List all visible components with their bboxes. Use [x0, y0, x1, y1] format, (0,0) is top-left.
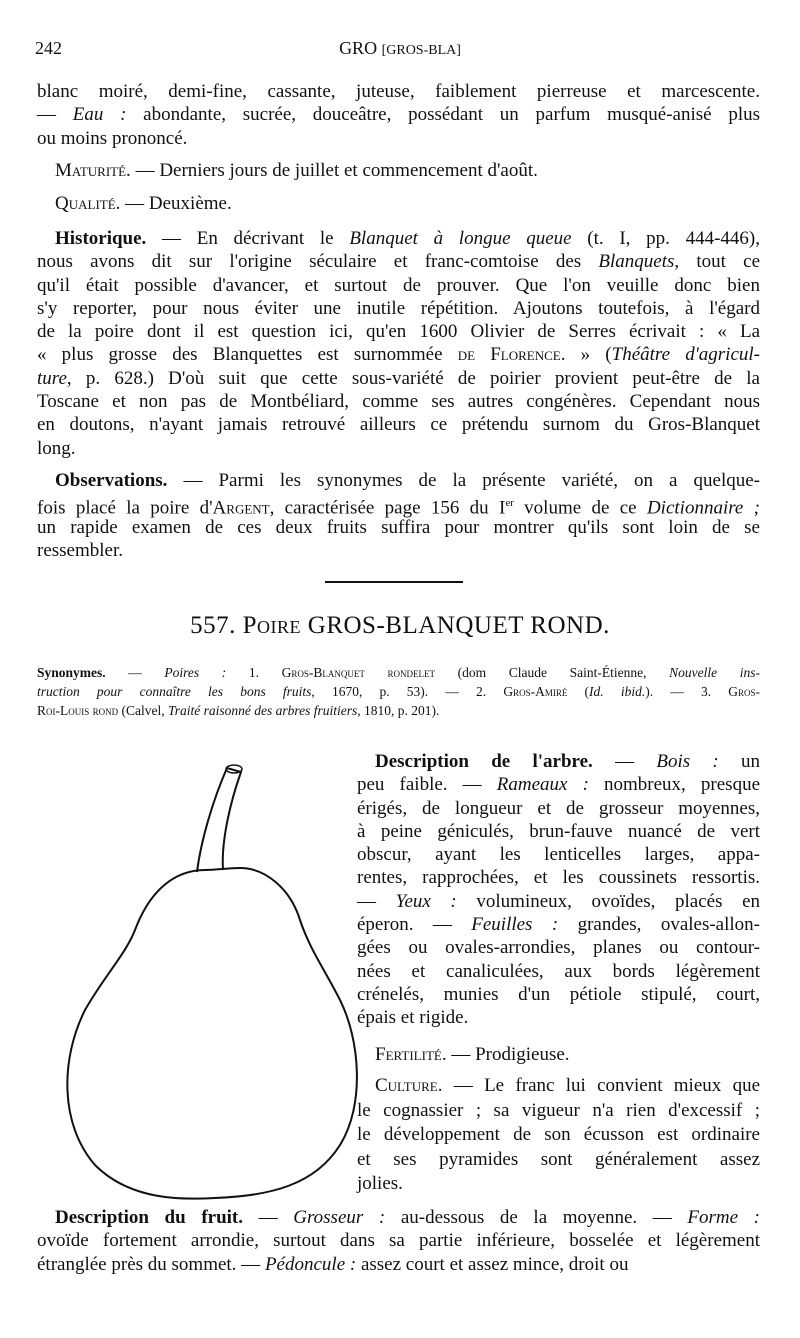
text-line — [37, 343, 760, 366]
text-line — [37, 80, 760, 103]
text-line — [37, 539, 760, 562]
text-run: — — [37, 104, 73, 126]
text-run: de Florence. — [457, 344, 566, 366]
text-line — [357, 1148, 760, 1173]
text-line — [357, 773, 760, 796]
text-run: Grosseur : — [293, 1207, 386, 1228]
text-run: » ( — [565, 344, 612, 366]
text-run: — Deuxième. — [120, 193, 232, 214]
paragraph-fertilite — [357, 1043, 760, 1066]
text-run: s'y reporter, pour nous éviter une inutile répétition. Ajoutons toutefois, à l'égard — [37, 297, 760, 319]
text-line — [37, 227, 760, 250]
text-run: à peine géniculés, brun-fauve nuancé de vert — [357, 820, 760, 842]
paragraph-fruit-continued — [37, 80, 760, 150]
text-line — [37, 367, 760, 390]
text-run: Dictionnaire ; — [646, 497, 760, 519]
text-run: Roi-Louis rond — [37, 703, 119, 718]
text-run: le cognassier ; sa vigueur n'a rien d'excessif ; — [357, 1099, 760, 1121]
text-run: qu'il était possible d'avancer, et surtout de prouver. Que l'on veuille donc bien — [37, 274, 760, 296]
text-run: abondante, sucrée, douceâtre, possédant un parfum musqué-anisé plus — [126, 104, 761, 126]
text-line — [357, 936, 760, 959]
text-run: — Prodigieuse. — [446, 1044, 570, 1065]
text-run: Forme : — [687, 1207, 761, 1228]
text-run: grandes, ovales-allon- — [558, 914, 761, 936]
text-run: et ses pyramides sont généralement assez — [357, 1148, 760, 1170]
text-run: (dom Claude Saint-Étienne, — [435, 665, 670, 680]
entry-number: 557. — [190, 612, 236, 639]
text-run: épais et rigide. — [357, 1007, 469, 1029]
text-run: — Le franc lui convient mieux que — [442, 1075, 760, 1096]
text-run: Gros-Amiré — [503, 684, 568, 699]
text-run: , tout ce — [674, 251, 760, 273]
text-line — [37, 274, 760, 297]
running-head — [0, 38, 800, 59]
text-run: Rameaux : — [496, 774, 589, 796]
text-line — [357, 1043, 760, 1066]
text-run: — Derniers jours de juillet et commencement d'août. — [130, 160, 538, 181]
text-run: jolies. — [357, 1173, 403, 1195]
running-head-sub: [GROS-BLA] — [381, 43, 461, 58]
text-line — [37, 1206, 760, 1229]
text-run: volumineux, ovoïdes, placés en — [456, 890, 761, 912]
text-run: nous avons dit sur l'origine séculaire et franc-comtoise des — [37, 251, 599, 273]
pear-outline — [67, 868, 357, 1199]
running-head-main: GRO — [339, 38, 378, 58]
pear-stem — [197, 768, 241, 872]
text-run: — Parmi les synonymes de la présente variété, on a quelque- — [167, 470, 760, 491]
text-run: Bois : — [656, 751, 719, 772]
text-line — [37, 297, 760, 320]
entry-prefix: Poire — [242, 612, 302, 639]
text-run: Pédoncule : — [264, 1253, 357, 1275]
text-line — [37, 250, 760, 273]
text-line — [357, 820, 760, 843]
text-run: Blanquets — [598, 251, 675, 273]
text-run: ture — [37, 367, 67, 389]
text-run: — En décrivant le — [146, 228, 350, 249]
text-line — [37, 192, 760, 215]
text-line — [357, 983, 760, 1006]
text-run: ou moins prononcé. — [37, 127, 188, 149]
text-line — [37, 127, 760, 150]
paragraph-culture — [357, 1074, 760, 1197]
section-heading: Historique. — [55, 228, 147, 249]
text-line — [37, 320, 760, 343]
text-run: crénelés, munies d'un pétiole stipulé, court, — [357, 983, 760, 1005]
text-run: peu faible. — — [357, 774, 497, 796]
text-line — [37, 103, 760, 126]
text-run: , 1670, p. 53). — 2. — [311, 684, 504, 699]
text-line — [37, 516, 760, 539]
text-run: Argent — [212, 497, 270, 519]
text-run: un — [718, 751, 761, 772]
page-number: 242 — [35, 38, 62, 58]
text-run: en doutons, n'ayant jamais retrouvé ailleurs ce prétendu surnom du Gros-Blanquet — [37, 414, 760, 436]
text-line — [357, 1074, 760, 1099]
text-line — [357, 843, 760, 866]
text-run: blanc moiré, demi-fine, cassante, juteuse, faiblement pierreuse et marcescente. — [37, 81, 760, 102]
text-run: Maturité. — [55, 160, 131, 181]
text-run: — — [243, 1207, 294, 1228]
text-run: Traité raisonné des arbres fruitiers — [168, 703, 358, 718]
text-line — [357, 890, 760, 913]
text-run: « plus grosse des Blanquettes est surnommée — [37, 344, 458, 366]
text-run: au-dessous de la moyenne. — — [385, 1207, 688, 1228]
text-run: obscur, ayant les lenticelles larges, appa- — [357, 844, 760, 866]
text-run: (Calvel, — [118, 703, 168, 718]
text-run: er — [505, 497, 514, 510]
paragraph-qualite — [37, 192, 760, 215]
text-line — [357, 866, 760, 889]
text-run: (t. I, pp. 444-446), — [571, 228, 760, 249]
text-run: long. — [37, 437, 76, 459]
text-line — [357, 750, 760, 773]
text-run: assez court et assez mince, droit ou — [356, 1253, 629, 1275]
section-heading: Description du fruit. — [55, 1207, 243, 1228]
text-run: , caractérisée page 156 du I — [269, 497, 506, 519]
text-run: — — [105, 665, 165, 680]
text-run: ovoïde fortement arrondie, surtout dans sa partie inférieure, bosselée et légèrement — [37, 1230, 760, 1252]
text-line — [37, 469, 760, 492]
text-run: Nouvelle ins- — [669, 665, 761, 680]
text-run: truction pour connaître les bons fruits — [37, 684, 312, 699]
paragraph-description-fruit — [37, 1206, 760, 1276]
text-run: nombreux, presque — [588, 774, 760, 796]
text-line — [357, 960, 760, 983]
text-line — [357, 1172, 760, 1197]
text-run: , 1810, p. 201). — [357, 703, 440, 718]
text-run: Eau : — [72, 104, 127, 126]
text-run: ressembler. — [37, 539, 124, 561]
text-run: — — [592, 751, 657, 772]
text-line — [357, 797, 760, 820]
text-line — [357, 1099, 760, 1124]
text-run: , p. 628.) D'où suit que cette sous-variété de poirier provient peut-être de la — [66, 367, 760, 389]
paragraph-observations — [37, 469, 760, 562]
text-run: rentes, rapprochées, et les coussinets ressortis. — [357, 867, 760, 889]
text-run: Théâtre d'agricul- — [611, 344, 760, 366]
entry-name: GROS-BLANQUET ROND. — [307, 612, 610, 639]
text-run: un rapide examen de ces deux fruits suffira pour montrer qu'ils sont loin de se — [37, 516, 760, 538]
paragraph-synonymes — [37, 663, 760, 720]
text-run: étranglée près du sommet. — — [37, 1253, 265, 1275]
text-run: Id. ibid. — [589, 684, 646, 699]
text-line — [37, 492, 760, 519]
text-run: Fertilité. — [375, 1044, 447, 1065]
text-run: Blanquet à longue queue — [349, 228, 572, 249]
text-line — [357, 1123, 760, 1148]
text-line — [37, 437, 760, 460]
text-line — [37, 663, 760, 682]
text-run: volume de ce — [513, 497, 647, 519]
text-line — [37, 701, 760, 720]
text-run: Toscane et non pas de Montbéliard, comme ses autres congénères. Cependant nous — [37, 391, 760, 413]
text-run: le développement de son écusson est ordinaire — [357, 1124, 760, 1146]
text-line — [37, 1253, 760, 1276]
text-line — [37, 682, 760, 701]
text-run: Culture. — [375, 1075, 443, 1096]
text-run: Yeux : — [395, 890, 457, 912]
text-run: fois placé la poire d' — [37, 497, 213, 519]
text-run: 1. — [226, 665, 282, 680]
text-line — [37, 390, 760, 413]
text-run: ). — 3. — [645, 684, 729, 699]
text-line — [37, 159, 760, 182]
page-header — [0, 38, 800, 62]
text-run: éperon. — — [357, 914, 472, 936]
paragraph-historique — [37, 227, 760, 460]
section-heading: Observations. — [55, 470, 168, 491]
text-run: érigés, de longueur et de grosseur moyennes, — [357, 797, 760, 819]
text-line — [357, 1006, 760, 1029]
text-run: Gros-Blanquet rondelet — [281, 665, 436, 680]
text-run: Feuilles : — [471, 914, 559, 936]
pear-illustration — [55, 760, 365, 1200]
section-heading: Description de l'arbre. — [375, 751, 593, 772]
section-heading: Synonymes. — [37, 665, 106, 680]
text-run: nées et canaliculées, aux bords légèrement — [357, 960, 760, 982]
text-run: gées ou ovales-arrondies, planes ou contour- — [357, 937, 760, 959]
text-line — [357, 913, 760, 936]
text-run: Qualité. — [55, 193, 121, 214]
text-line — [37, 413, 760, 436]
text-line — [37, 1229, 760, 1252]
text-run: — — [357, 890, 396, 912]
entry-title — [0, 612, 800, 640]
section-divider — [325, 581, 463, 583]
text-run: ( — [567, 684, 590, 699]
text-run: Gros- — [728, 684, 761, 699]
text-run: Poires : — [164, 665, 227, 680]
paragraph-description-arbre — [357, 750, 760, 1030]
text-run: de la poire dont il est question ici, qu'en 1600 Olivier de Serres écrivait : « La — [37, 321, 760, 343]
paragraph-maturite — [37, 159, 760, 182]
